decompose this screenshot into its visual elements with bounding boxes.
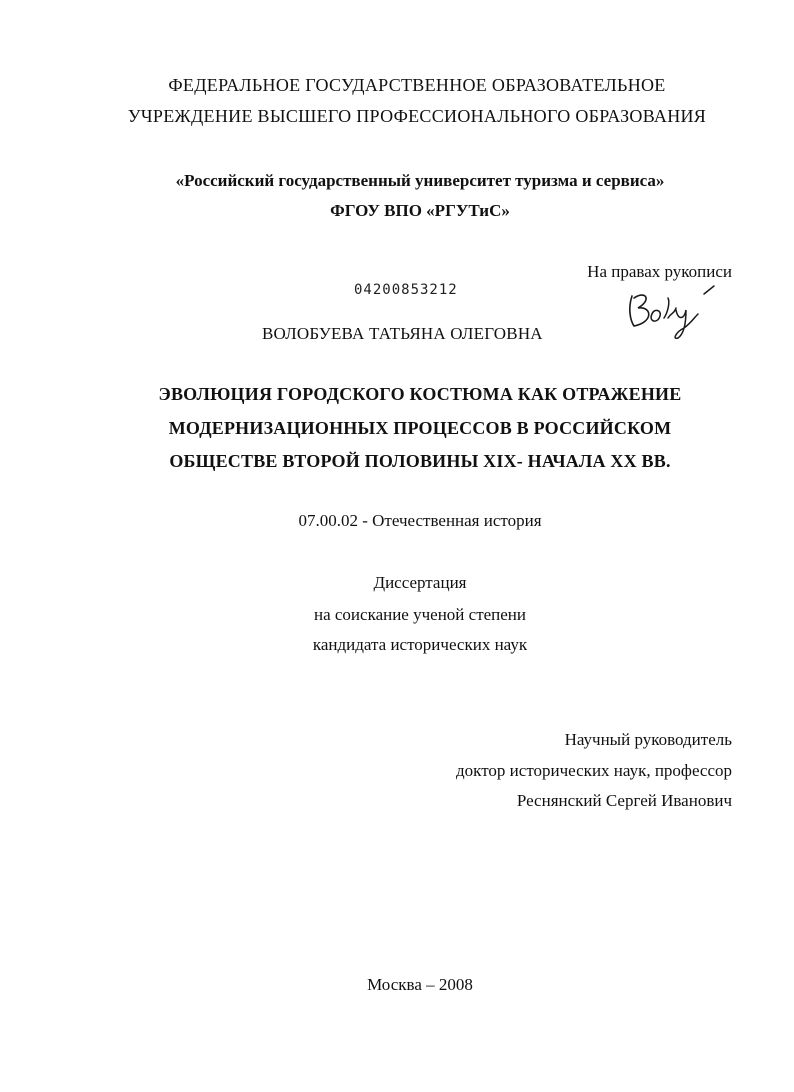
footer-city-year: Москва – 2008 — [367, 975, 473, 994]
title-line-1: ЭВОЛЮЦИЯ ГОРОДСКОГО КОСТЮМА КАК ОТРАЖЕНИЕ — [158, 384, 682, 404]
dissertation-line-1: Диссертация — [373, 573, 467, 592]
specialty: 07.00.02 - Отечественная история — [298, 511, 542, 530]
header-line-2: УЧРЕЖДЕНИЕ ВЫСШЕГО ПРОФЕССИОНАЛЬНОГО ОБРАЗОВАНИЯ — [127, 106, 707, 126]
supervisor-label: Научный руководитель — [564, 730, 732, 749]
dissertation-line-2: на соискание ученой степени — [313, 605, 527, 624]
signature-icon — [618, 278, 728, 348]
supervisor-name: Реснянский Сергей Иванович — [516, 791, 732, 810]
handwritten-signature — [618, 278, 728, 348]
title-line-2: МОДЕРНИЗАЦИОННЫХ ПРОЦЕССОВ В РОССИЙСКОМ — [168, 418, 672, 438]
supervisor-degree: доктор исторических наук, профессор — [456, 761, 732, 780]
university-short-name: ФГОУ ВПО «РГУТиС» — [330, 201, 510, 220]
registration-number: 04200853212 — [354, 282, 458, 298]
university-full-name: «Российский государственный университет туризма и сервиса» — [175, 171, 665, 190]
title-line-3: ОБЩЕСТВЕ ВТОРОЙ ПОЛОВИНЫ XIX- НАЧАЛА XX ВВ. — [169, 451, 671, 471]
dissertation-line-3: кандидата исторических наук — [312, 635, 528, 654]
manuscript-note: На правах рукописи — [587, 262, 732, 281]
author-name: ВОЛОБУЕВА ТАТЬЯНА ОЛЕГОВНА — [262, 324, 543, 343]
header-line-1: ФЕДЕРАЛЬНОЕ ГОСУДАРСТВЕННОЕ ОБРАЗОВАТЕЛЬНОЕ — [168, 75, 666, 95]
